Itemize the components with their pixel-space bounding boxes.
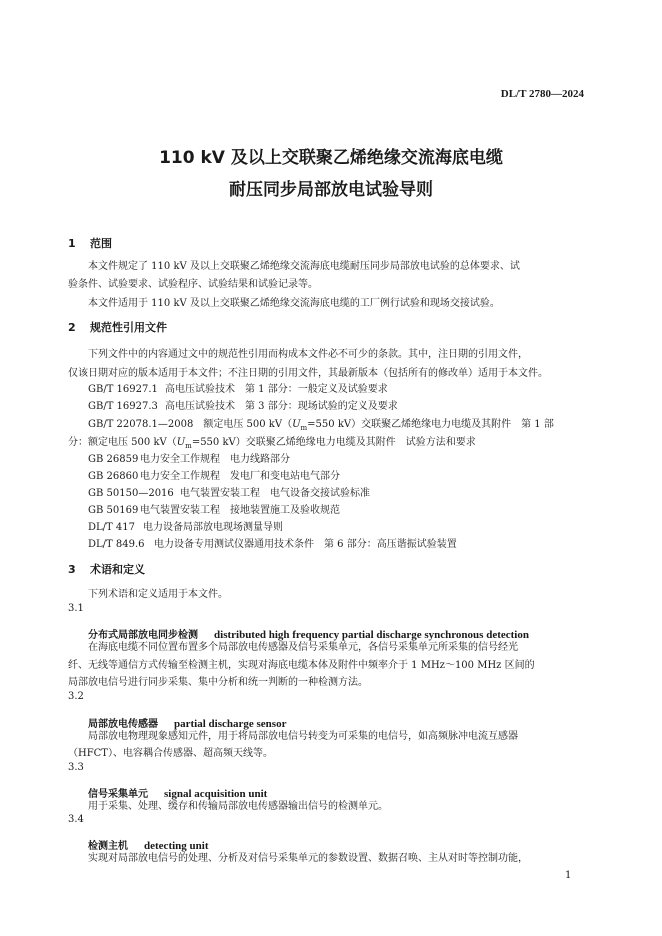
reference-title: 电气装置安装工程 接地装置施工及验收规范 xyxy=(140,505,340,516)
section-title: 范围 xyxy=(90,237,112,250)
term-chinese: 局部放电传感器 xyxy=(88,719,158,730)
reference-code: GB 50169 xyxy=(88,505,139,516)
reference-item xyxy=(88,415,554,432)
reference-item xyxy=(88,450,290,465)
section-number: 1 xyxy=(68,237,76,250)
paragraph-line: 下列文件中的内容通过文中的规范性引用而构成本文件必不可少的条款。其中，注日期的引用文件， xyxy=(88,349,528,360)
term-number: 3.2 xyxy=(68,691,84,702)
reference-item xyxy=(88,501,340,516)
reference-item xyxy=(88,484,370,499)
paragraph-line: 本文件适用于 110 kV 及以上交联聚乙烯绝缘交流海底电缆的工厂例行试验和现场交接试验。 xyxy=(88,298,500,309)
voltage-symbol-subscript: m xyxy=(300,424,308,432)
reference-title: 电力设备专用测试仪器通用技术条件 第 6 部分：高压谐振试验装置 xyxy=(154,539,457,550)
reference-code: GB 50150—2016 xyxy=(88,488,174,499)
reference-item-continued xyxy=(68,433,476,450)
reference-code: DL/T 417 xyxy=(88,522,135,533)
page-number: 1 xyxy=(565,870,572,881)
section-3-heading xyxy=(68,561,145,577)
term-chinese: 分布式局部放电同步检测 xyxy=(88,630,198,641)
definition-line: 用于采集、处理、缓存和传输局部放电传感器输出信号的检测单元。 xyxy=(88,801,388,812)
term-english: signal acquisition unit xyxy=(164,788,268,800)
paragraph-line: 下列术语和定义适用于本文件。 xyxy=(88,589,228,600)
voltage-symbol: U xyxy=(292,419,301,430)
section-1-heading xyxy=(68,235,112,251)
definition-line: 实现对局部放电信号的处理、分析及对信号采集单元的参数设置、数据召唤、主从对时等控制功能， xyxy=(88,853,528,864)
term-english: distributed high frequency partial discharge synchronous detection xyxy=(214,629,529,641)
section-title: 规范性引用文件 xyxy=(90,321,167,334)
term-number: 3.4 xyxy=(68,814,84,825)
voltage-symbol-subscript: m xyxy=(185,442,192,450)
definition-line: 在海底电缆不同位置布置多个局部放电传感器及信号采集单元，各信号采集单元所采集的信号经光 xyxy=(88,642,518,653)
voltage-symbol: U xyxy=(176,437,186,448)
reference-title: 电力安全工作规程 发电厂和变电站电气部分 xyxy=(140,471,340,482)
term-english: partial discharge sensor xyxy=(174,718,287,730)
reference-text: =550 kV）交联聚乙烯绝缘电力电缆及其附件 试验方法和要求 xyxy=(191,437,476,448)
reference-code: GB/T 16927.3 xyxy=(88,401,158,412)
reference-title: 电力安全工作规程 电力线路部分 xyxy=(140,454,290,465)
section-number: 3 xyxy=(68,563,76,576)
reference-code: GB 26859 xyxy=(88,454,139,465)
standard-number: DL/T 2780—2024 xyxy=(500,88,584,100)
reference-code: DL/T 849.6 xyxy=(88,539,145,550)
reference-title: 电气装置安装工程 电气设备交接试验标准 xyxy=(180,488,370,499)
reference-text: =550 kV）交联聚乙烯绝缘电力电缆及其附件 第 1 部 xyxy=(307,419,554,430)
reference-item xyxy=(88,467,340,482)
document-title-line2: 耐压同步局部放电试验导则 xyxy=(229,180,433,200)
term-english: detecting unit xyxy=(144,840,209,852)
paragraph-line: 仅该日期对应的版本适用于本文件；不注日期的引用文件，其最新版本（包括所有的修改单）适用于本文件。 xyxy=(68,368,548,379)
reference-text: GB/T 22078.1—2008 额定电压 500 kV（ xyxy=(88,419,293,430)
term-chinese: 检测主机 xyxy=(88,841,128,852)
reference-code: GB 26860 xyxy=(88,471,139,482)
definition-line: 纤、无线等通信方式传输至检测主机，实现对海底电缆本体及附件中频率介于 1 MHz～100 MHz 区间的 xyxy=(68,660,535,671)
reference-item xyxy=(88,397,398,412)
paragraph-line: 本文件规定了 110 kV 及以上交联聚乙烯绝缘交流海底电缆耐压同步局部放电试验的总体要求、试 xyxy=(88,261,520,272)
reference-title: 电力设备局部放电现场测量导则 xyxy=(143,522,283,533)
section-number: 2 xyxy=(68,321,76,334)
reference-item xyxy=(88,380,388,395)
term-number: 3.1 xyxy=(68,603,84,614)
reference-code: GB/T 16927.1 xyxy=(88,384,158,395)
section-title: 术语和定义 xyxy=(90,563,145,576)
reference-title: 高电压试验技术 第 3 部分：现场试验的定义及要求 xyxy=(165,401,398,412)
paragraph-line: 验条件、试验要求、试验程序、试验结果和试验记录等。 xyxy=(68,279,318,290)
definition-line: 局部放电物理现象感知元件，用于将局部放电信号转变为可采集的电信号，如高频脉冲电流互感器 xyxy=(88,731,518,742)
document-title-line1: 110 kV 及以上交联聚乙烯绝缘交流海底电缆 xyxy=(159,148,503,168)
definition-line: 局部放电信号进行同步采集、集中分析和统一判断的一种检测方法。 xyxy=(68,677,368,688)
section-2-heading xyxy=(68,319,167,335)
definition-line: （HFCT）、电容耦合传感器、超高频天线等。 xyxy=(68,748,273,759)
reference-item xyxy=(88,518,283,533)
reference-title: 高电压试验技术 第 1 部分：一般定义及试验要求 xyxy=(165,384,388,395)
reference-text: 分：额定电压 500 kV（ xyxy=(68,437,177,448)
term-chinese: 信号采集单元 xyxy=(88,789,148,800)
reference-item xyxy=(88,535,457,550)
term-number: 3.3 xyxy=(68,762,84,773)
